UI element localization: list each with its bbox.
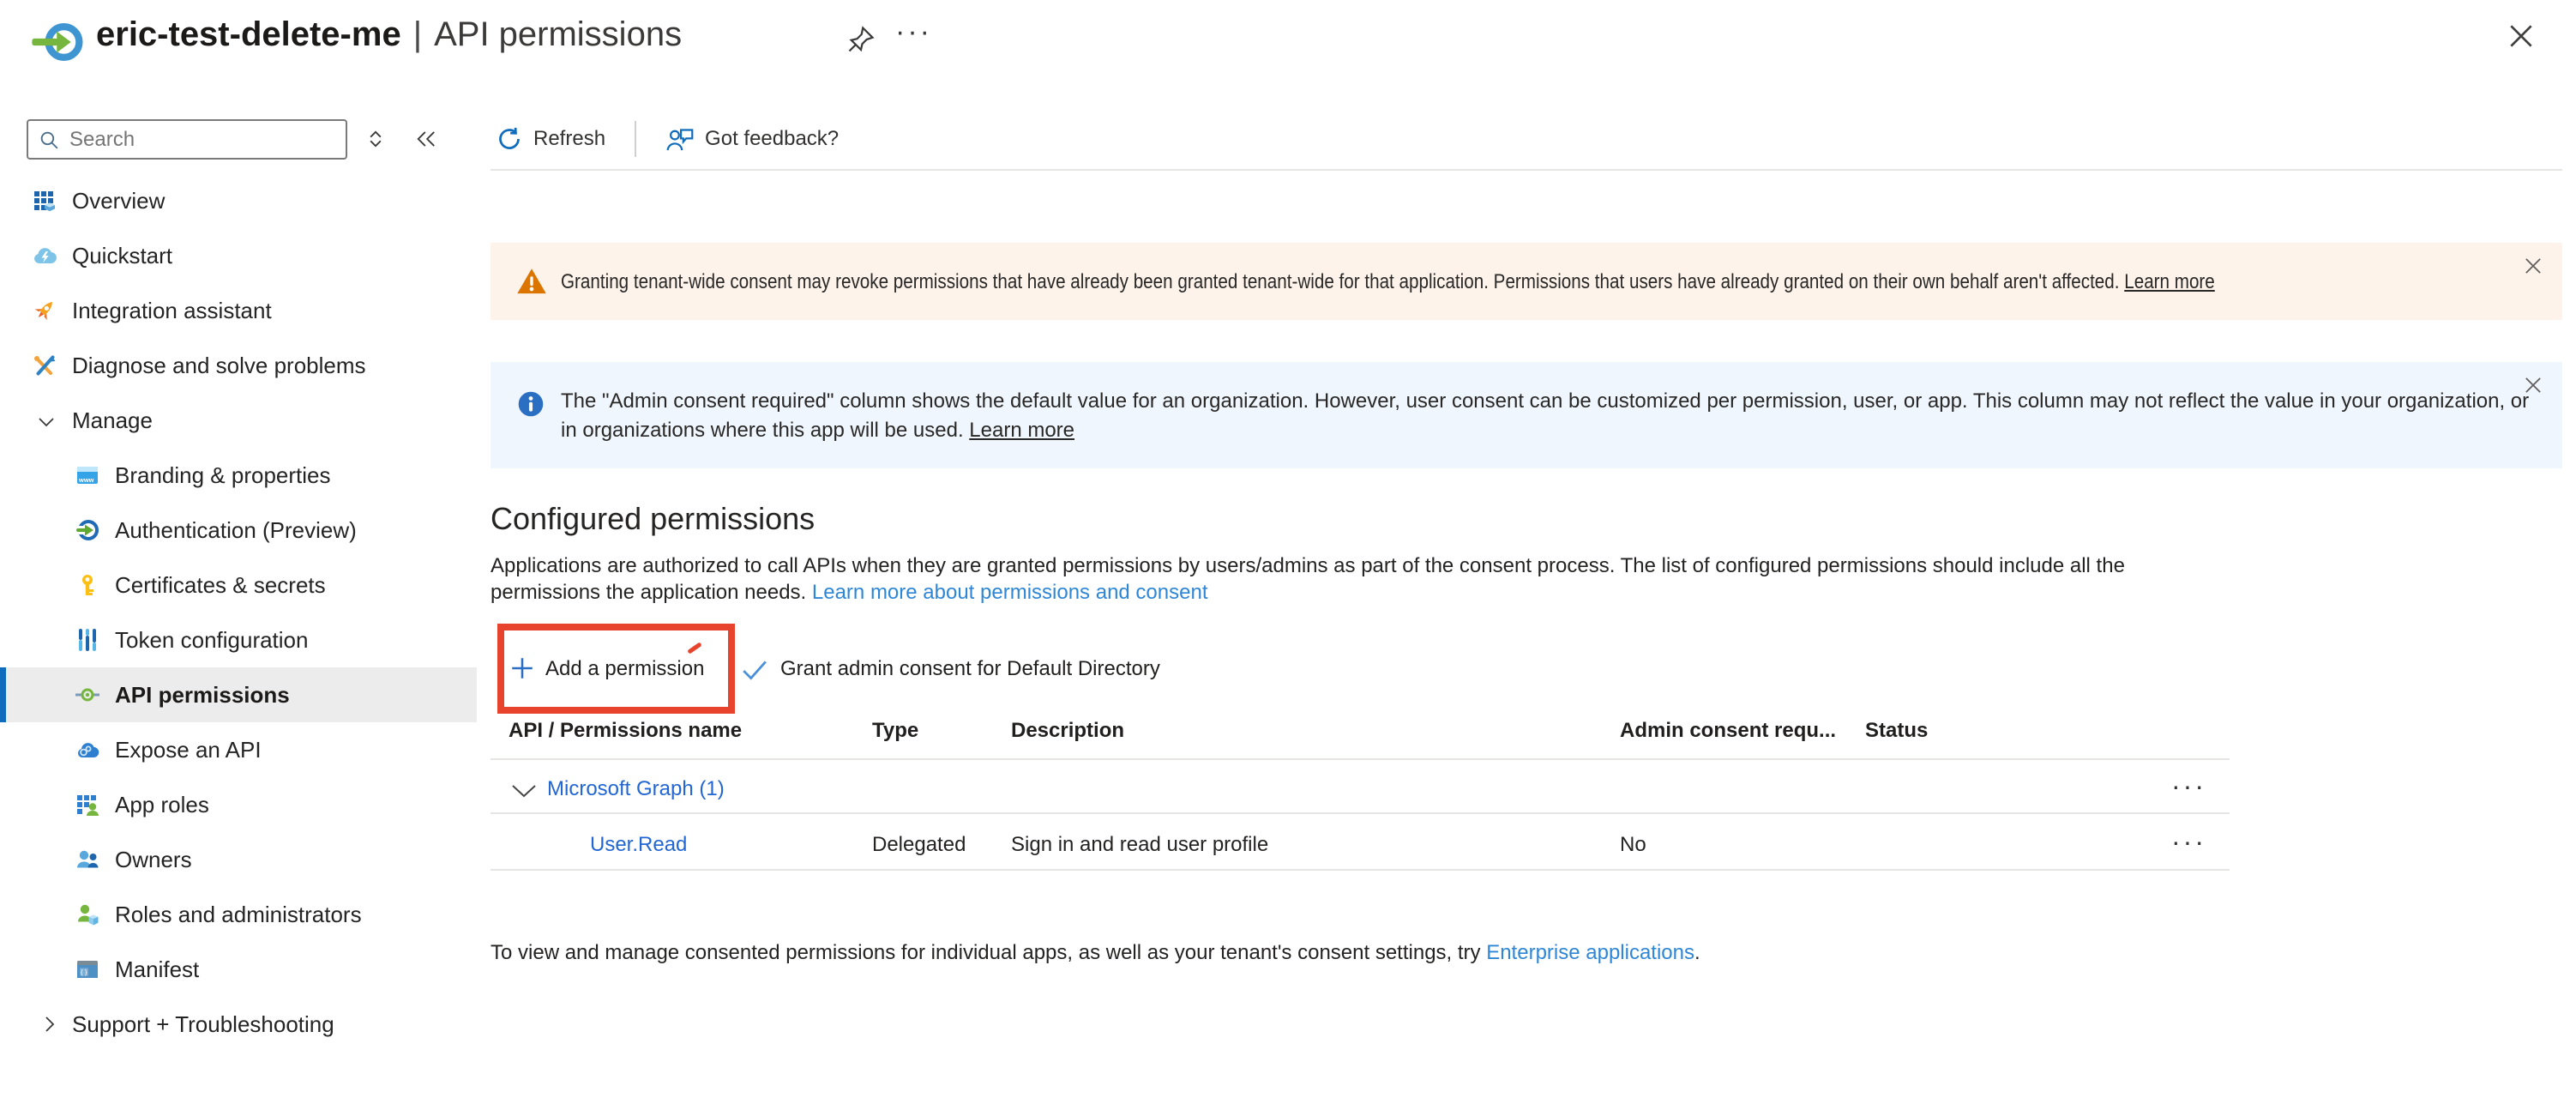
expand-collapse-all-icon[interactable] [364, 127, 388, 151]
col-header-status: Status [1865, 719, 1929, 742]
sidebar-item-owners[interactable]: Owners [0, 832, 477, 887]
page-title-app-name: eric-test-delete-me [96, 15, 401, 53]
info-icon [517, 390, 545, 418]
refresh-icon [496, 125, 523, 153]
page-title-separator: | [412, 15, 423, 53]
warning-close-icon[interactable] [2521, 254, 2545, 278]
group-row-actions-button[interactable]: ··· [2171, 770, 2206, 801]
sidebar-section-manage[interactable]: Manage [0, 393, 477, 448]
close-blade-icon[interactable] [2504, 19, 2538, 53]
footer-text-after: . [1694, 941, 1700, 964]
group-name-link[interactable]: Microsoft Graph (1) [547, 777, 725, 800]
page-title-section: API permissions [434, 15, 683, 53]
sidebar-item-diagnose[interactable]: Diagnose and solve problems [0, 338, 477, 393]
info-close-icon[interactable] [2521, 373, 2545, 397]
info-learn-more-link[interactable]: Learn more [969, 419, 1075, 442]
warning-learn-more-link[interactable]: Learn more [2124, 270, 2215, 293]
sidebar-item-expose-api[interactable]: Expose an API [0, 722, 477, 777]
admin-consent-cell: No [1620, 833, 1646, 856]
feedback-icon [665, 126, 695, 153]
table-row[interactable] [491, 814, 2230, 869]
description-text: Applications are authorized to call APIs when they are granted permissions by users/admins as part of the consent process. The list of configured permissions should include all the permissions the application needs. [491, 554, 2125, 604]
enterprise-applications-link[interactable]: Enterprise applications [1486, 941, 1695, 964]
key-icon [75, 573, 99, 597]
pin-icon[interactable] [846, 24, 876, 55]
warning-text: Granting tenant-wide consent may revoke permissions that have already been granted tenant-wide for that application. Permissions that users have already granted on their own behalf aren't affected. [561, 270, 2125, 293]
search-icon [39, 130, 60, 151]
app-icon [31, 14, 87, 70]
svg-text:www: www [79, 476, 94, 484]
browser-window-icon [75, 463, 99, 487]
section-description [491, 552, 2214, 606]
warning-banner [491, 243, 2562, 320]
footer-note [491, 940, 1700, 966]
refresh-button[interactable]: Refresh [496, 125, 605, 153]
person-cube-icon [75, 902, 99, 926]
svg-text:{ }: { } [81, 968, 87, 976]
table-group-row[interactable] [491, 760, 2230, 812]
sidebar-item-roles-administrators[interactable]: Roles and administrators [0, 887, 477, 942]
sidebar-search [27, 119, 347, 160]
command-bar [496, 115, 839, 163]
col-header-type: Type [872, 719, 919, 742]
section-heading: Configured permissions [491, 501, 816, 536]
code-window-icon [75, 957, 99, 981]
people-icon [75, 848, 99, 872]
sign-in-arrow-icon [75, 518, 99, 542]
grid-person-icon [75, 793, 99, 817]
expand-group-chevron-icon[interactable] [511, 783, 537, 799]
sidebar-item-manifest[interactable]: { } Manifest [0, 942, 477, 997]
sidebar-item-token-configuration[interactable]: Token configuration [0, 612, 477, 667]
table-rule-3 [491, 869, 2230, 871]
cloud-gears-icon [75, 738, 99, 762]
quickstart-icon [33, 244, 57, 268]
sidebar-item-integration-assistant[interactable]: Integration assistant [0, 283, 477, 338]
search-input[interactable] [69, 121, 342, 158]
row-actions-button[interactable]: ··· [2171, 826, 2206, 857]
permissions-consent-link[interactable]: Learn more about permissions and consent [811, 581, 1208, 604]
overview-icon [33, 189, 57, 213]
sidebar-item-quickstart[interactable]: Quickstart [0, 228, 477, 283]
check-icon [741, 659, 768, 681]
toolbar-rule [491, 169, 2562, 171]
col-header-name: API / Permissions name [509, 719, 743, 742]
sidebar-item-api-permissions[interactable]: API permissions [0, 667, 477, 722]
info-text: The "Admin consent required" column shows the default value for an organization. However, user consent can be customized per permission, user, or app. This column may not reflect the value in your organization, or in organizations where this app will be used. [561, 389, 2530, 442]
warning-icon [516, 266, 547, 297]
selected-indicator [0, 667, 6, 722]
chevron-down-icon [36, 412, 57, 432]
sidebar-section-support[interactable]: Support + Troubleshooting [0, 997, 477, 1052]
collapse-sidebar-icon[interactable] [413, 127, 439, 151]
sidebar-item-branding[interactable]: www Branding & properties [0, 448, 477, 503]
toolbar-divider [635, 121, 636, 157]
tools-icon [33, 353, 57, 377]
plus-icon [509, 655, 535, 681]
sidebar [0, 93, 480, 1098]
add-permission-button[interactable]: Add a permission [504, 652, 724, 690]
footer-text-before: To view and manage consented permissions for individual apps, as well as your tenant's consent settings, try [491, 941, 1487, 964]
sidebar-item-app-roles[interactable]: App roles [0, 777, 477, 832]
col-header-admin-consent: Admin consent requ... [1620, 719, 1837, 742]
sliders-icon [75, 628, 99, 652]
sidebar-item-overview[interactable]: Overview [0, 173, 477, 228]
permission-name-link[interactable]: User.Read [590, 833, 688, 856]
page-title [96, 15, 682, 54]
feedback-button[interactable]: Got feedback? [665, 126, 839, 153]
col-header-description: Description [1011, 719, 1125, 742]
rocket-icon [33, 299, 57, 323]
sidebar-item-certificates[interactable]: Certificates & secrets [0, 558, 477, 612]
chevron-right-icon [39, 1014, 60, 1035]
permission-description-cell: Sign in and read user profile [1011, 833, 1269, 856]
info-banner [491, 362, 2562, 468]
more-options-button[interactable]: ··· [895, 15, 932, 48]
sidebar-item-authentication[interactable]: Authentication (Preview) [0, 503, 477, 558]
permission-type-cell: Delegated [872, 833, 966, 856]
api-permissions-icon [75, 683, 99, 707]
